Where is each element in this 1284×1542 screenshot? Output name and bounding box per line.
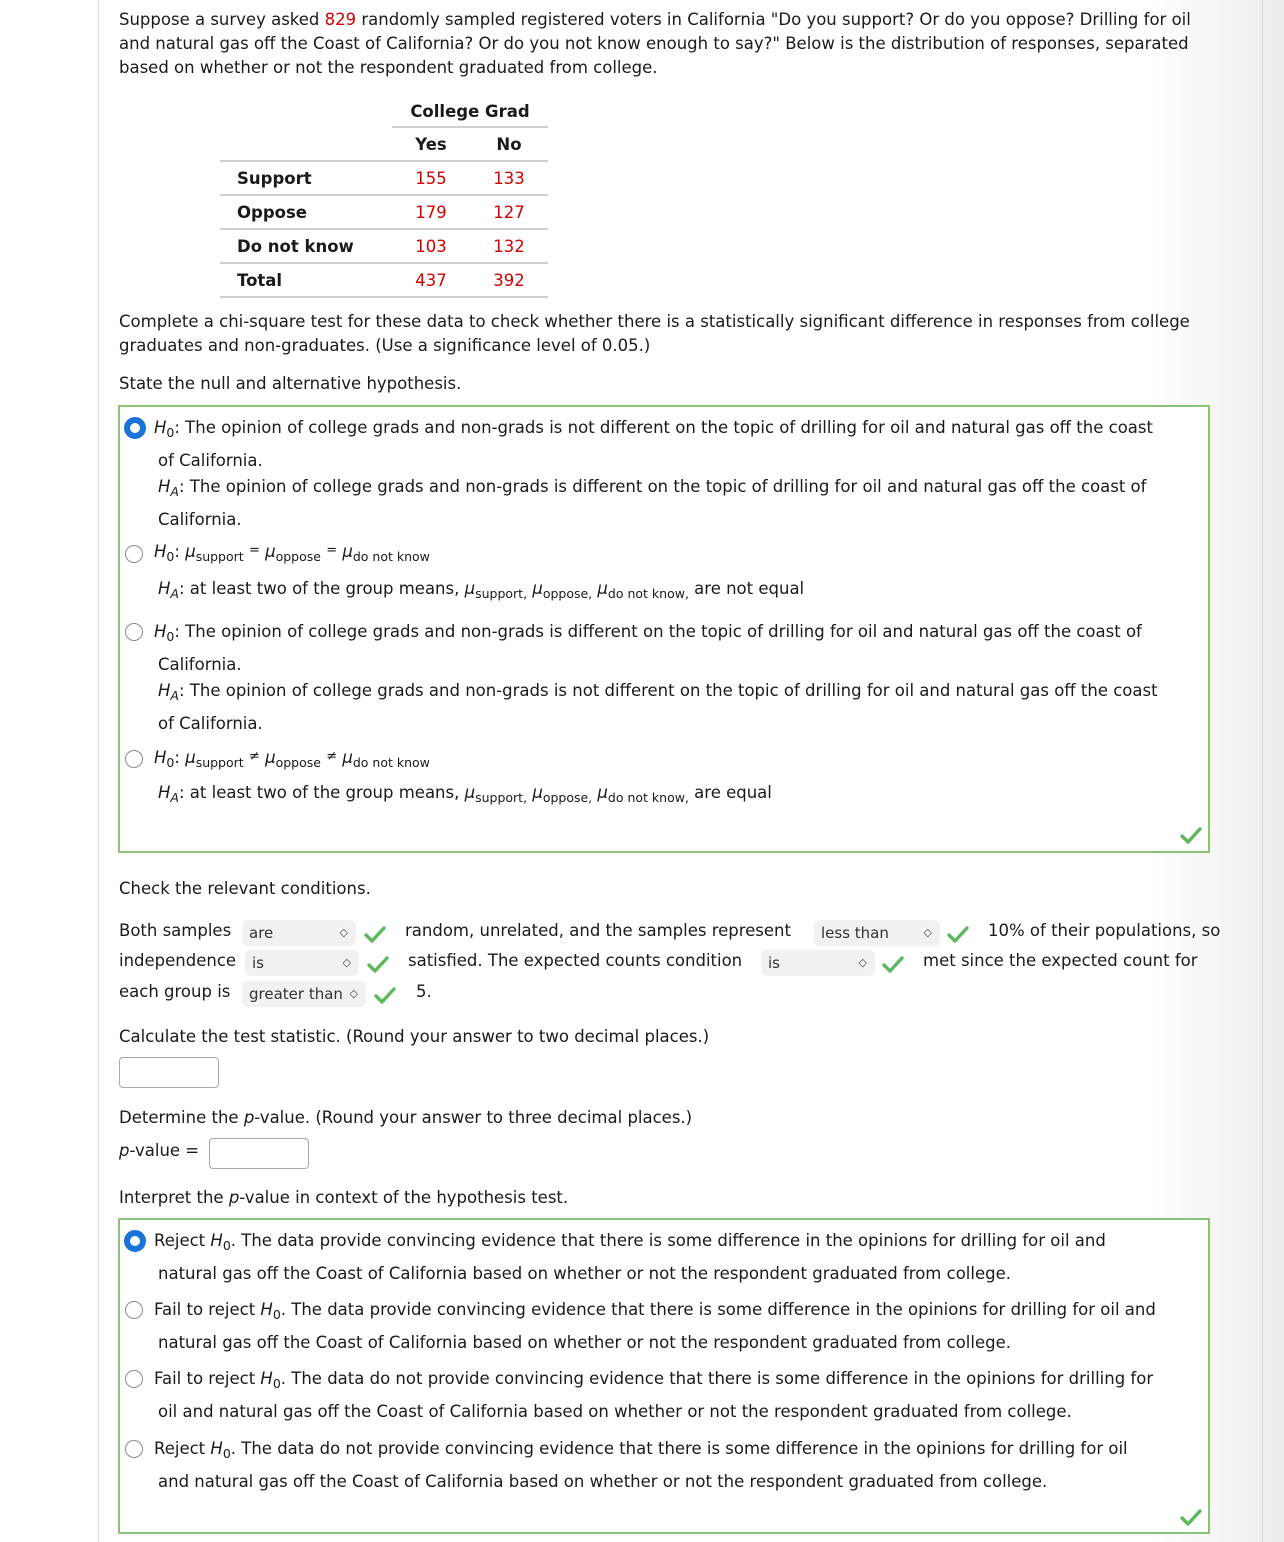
interpret-option-2-text-cont[interactable]: natural gas off the Coast of California based on whether or not the respondent graduated from college. [158,1333,1011,1352]
task-text: graduates and non-graduates. (Use a significance level of 0.05.) [119,336,651,355]
interpret-option-2-text[interactable]: Fail to reject $H_0$. The data provide convincing evidence that there is some difference in the opinions for drilling for oil and [154,1300,1156,1322]
interpret-option-4-text-cont[interactable]: and natural gas off the Coast of California based on whether or not the respondent graduated from college. [158,1472,1048,1491]
intro-paragraph [119,8,1259,80]
statistic-prompt: Calculate the test statistic. (Round your answer to two decimal places.) [119,1027,710,1046]
interpret-option-3-text-cont[interactable]: oil and natural gas off the Coast of California based on whether or not the respondent graduated from college. [158,1402,1072,1421]
hypothesis-option-1-ha-cont[interactable]: California. [158,510,242,529]
intro-text: based on whether or not the respondent graduated from college. [119,58,658,77]
hypothesis-option-2-radio[interactable] [125,545,143,563]
interpret-option-3-radio[interactable] [125,1370,143,1388]
interpret-option-1-radio[interactable] [124,1230,146,1252]
correct-check-icon [374,986,396,1004]
correct-check-icon [1180,826,1202,844]
interpret-option-1-text-cont[interactable]: natural gas off the Coast of California based on whether or not the respondent graduated from college. [158,1264,1011,1283]
cell-value: 437 [392,263,470,297]
row-label: Support [220,161,392,195]
hypothesis-option-4-ha[interactable]: $H_A$: at least two of the group means, $\mu_{support,}$ $\mu_{oppose,}$ $\mu_{do not know,}$ are equal [158,783,772,805]
hypothesis-option-3-radio[interactable] [125,623,143,641]
interpret-option-2-radio[interactable] [125,1301,143,1319]
col-header-yes: Yes [415,134,447,154]
conditions-text: random, unrelated, and the samples represent [405,921,791,940]
group-header: College Grad [392,96,548,127]
correct-check-icon [364,925,386,943]
interpret-prompt: Interpret the p-value in context of the hypothesis test. [119,1188,569,1207]
hypothesis-option-3-ha-cont[interactable]: of California. [158,714,263,733]
hypothesis-option-1-ha[interactable]: $H_A$: The opinion of college grads and non-grads is different on the topic of drilling for oil and natural gas off the coast of [158,477,1147,499]
select-arrow-icon: ◇ [339,926,348,939]
hypothesis-option-1-radio[interactable] [124,417,146,439]
table-row [220,195,548,229]
hypothesis-option-2-ha[interactable]: $H_A$: at least two of the group means, $\mu_{support,}$ $\mu_{oppose,}$ $\mu_{do not know,}$ are not equal [158,579,805,601]
row-label: Do not know [220,229,392,263]
select-arrow-icon: ◇ [342,956,351,969]
correct-check-icon [1180,1508,1202,1526]
select-arrow-icon: ◇ [858,956,867,969]
cell-value: 155 [392,161,470,195]
select-arrow-icon: ◇ [923,926,932,939]
conditions-text: 10% of their populations, so [988,921,1221,940]
pvalue-label: p-value = [119,1141,200,1160]
p-value-input[interactable] [209,1138,309,1169]
conditions-text: satisfied. The expected counts condition [408,951,743,970]
table-row [220,263,548,297]
interpret-option-4-text[interactable]: Reject $H_0$. The data do not provide convincing evidence that there is some difference in the opinions for drilling for oil [154,1439,1128,1461]
cell-value: 133 [470,161,548,195]
col-header-no: No [496,134,522,154]
select-arrow-icon: ◇ [349,987,358,1000]
interpret-option-3-text[interactable]: Fail to reject $H_0$. The data do not provide convincing evidence that there is some difference in the opinions for drilling for [154,1369,1154,1391]
task-paragraph [119,310,1259,358]
expected-counts-select[interactable]: is ◇ [761,950,875,976]
correct-check-icon [882,955,904,973]
hypothesis-option-3-h0-cont[interactable]: California. [158,655,242,674]
hypothesis-option-1-h0-cont[interactable]: of California. [158,451,263,470]
contingency-table [220,96,548,298]
cell-value: 392 [470,263,548,297]
interpret-option-1-text[interactable]: Reject $H_0$. The data provide convincing evidence that there is some difference in the opinions for drilling for oil and [154,1231,1106,1253]
hypothesis-option-1-h0[interactable]: $H_0$: The opinion of college grads and non-grads is not different on the topic of drilling for oil and natural gas off the coast [154,418,1153,440]
intro-text: randomly sampled registered voters in California "Do you support? Or do you oppose? Drilling for oil [356,10,1191,29]
hypothesis-option-4-h0[interactable]: $H_0$: $\mu_{support} \ne \mu_{oppose} \ne \mu_{do not know}$ [154,748,430,770]
less-than-select[interactable]: less than ◇ [814,920,940,946]
conditions-text: 5. [416,982,432,1001]
left-divider [98,0,99,1542]
samples-are-select[interactable]: are ◇ [242,920,356,946]
row-label: Oppose [220,195,392,229]
hypothesis-option-3-h0[interactable]: $H_0$: The opinion of college grads and non-grads is different on the topic of drilling for oil and natural gas off the coast of [154,622,1142,644]
hypothesis-prompt: State the null and alternative hypothesis. [119,374,462,393]
pvalue-prompt: Determine the p-value. (Round your answer to three decimal places.) [119,1108,693,1127]
greater-than-select[interactable]: greater than ◇ [242,981,366,1007]
conditions-text: Both samples [119,921,232,940]
correct-check-icon [947,925,969,943]
cell-value: 103 [392,229,470,263]
table-row [220,161,548,195]
cell-value: 127 [470,195,548,229]
conditions-text: each group is [119,982,231,1001]
test-statistic-input[interactable] [119,1057,219,1088]
intro-text: Suppose a survey asked [119,10,325,29]
conditions-text: independence [119,951,237,970]
conditions-prompt: Check the relevant conditions. [119,879,371,898]
conditions-text: met since the expected count for [923,951,1198,970]
row-label: Total [220,263,392,297]
table-row [220,229,548,263]
sample-size: 829 [324,10,357,29]
hypothesis-option-3-ha[interactable]: $H_A$: The opinion of college grads and non-grads is not different on the topic of drilling for oil and natural gas off the coast [158,681,1158,703]
task-text: Complete a chi-square test for these data to check whether there is a statistically significant difference in responses from college [119,312,1190,331]
cell-value: 179 [392,195,470,229]
correct-check-icon [367,955,389,973]
hypothesis-option-2-h0[interactable]: $H_0$: $\mu_{support} = \mu_{oppose} = \mu_{do not know}$ [154,542,430,564]
right-divider [1262,0,1263,1542]
independence-select[interactable]: is ◇ [245,950,359,976]
interpret-option-4-radio[interactable] [125,1440,143,1458]
hypothesis-option-4-radio[interactable] [125,750,143,768]
cell-value: 132 [470,229,548,263]
intro-text: and natural gas off the Coast of California? Or do you not know enough to say?" Below is the distribution of responses, separated [119,34,1189,53]
